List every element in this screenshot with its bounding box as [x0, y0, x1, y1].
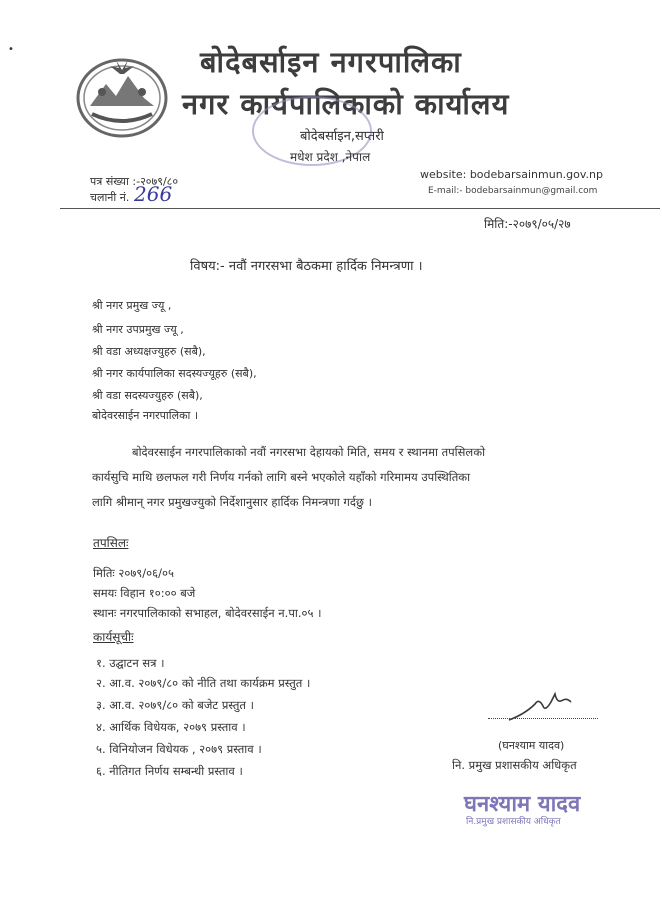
- agenda-item: २. आ.व. २०७९/८० को नीति तथा कार्यक्रम प्रस्तुत ।: [96, 676, 311, 690]
- letter-date: मिति:-२०७९/०५/२७: [484, 217, 571, 231]
- office-name: नगर कार्यपालिकाको कार्यालय: [182, 87, 510, 121]
- meeting-place: स्थानः नगरपालिकाको सभाहल, बोदेवरसाईन न.पा.०५ ।: [93, 606, 322, 620]
- meeting-date: मितिः २०७९/०६/०५: [93, 566, 174, 580]
- recipient: श्री वडा अध्यक्षज्युहरु (सबै),: [92, 345, 206, 358]
- signature-line: [488, 718, 598, 719]
- chalani-number: 266: [134, 182, 173, 206]
- body-line: बोदेवरसाईन नगरपालिकाको नवौं नगरसभा देहायको मिति, समय र स्थानमा तपसिलको: [132, 445, 486, 459]
- recipient: श्री नगर प्रमुख ज्यू ,: [92, 299, 172, 312]
- agenda-item: ३. आ.व. २०७९/८० को बजेट प्रस्तुत ।: [96, 698, 254, 712]
- margin-mark: •: [8, 44, 14, 55]
- website: website: bodebarsainmun.gov.np: [420, 168, 603, 181]
- subject-line: विषय:- नवौं नगरसभा बैठकमा हार्दिक निमन्त्रणा ।: [190, 259, 423, 274]
- email: E-mail:- bodebarsainmun@gmail.com: [428, 186, 598, 196]
- agenda-heading: कार्यसूचीः: [93, 630, 134, 644]
- recipient: श्री नगर कार्यपालिका सदस्यज्यूहरु (सबै),: [92, 367, 257, 380]
- agenda-item: ५. विनियोजन विधेयक , २०७९ प्रस्ताव ।: [96, 742, 262, 756]
- recipient: श्री नगर उपप्रमुख ज्यू ,: [92, 323, 184, 336]
- address-line-2: मधेश प्रदेश ,नेपाल: [290, 150, 371, 164]
- header-divider: [60, 208, 660, 209]
- signer-name: (घनश्याम यादव): [498, 739, 565, 752]
- title-stamp: नि.प्रमुख प्रशासकीय अधिकृत: [466, 817, 561, 827]
- signer-title: नि. प्रमुख प्रशासकीय अधिकृत: [452, 758, 577, 772]
- recipient: श्री वडा सदस्यज्युहरु (सबै),: [92, 389, 203, 402]
- chalani-label: चलानी नं.: [90, 191, 130, 204]
- nepal-emblem-icon: [72, 48, 172, 140]
- body-line: लागि श्रीमान् नगर प्रमुखज्युको निर्देशानुसार हार्दिक निमन्त्रणा गर्दछु ।: [92, 495, 372, 509]
- recipient: बोदेवरसाईन नगरपालिका ।: [92, 409, 199, 422]
- name-stamp: घनश्याम यादव: [464, 792, 581, 817]
- address-line-1: बोदेबर्साइन,सप्तरी: [300, 129, 384, 144]
- agenda-item: ४. आर्थिक विधेयक, २०७९ प्रस्ताव ।: [96, 720, 246, 734]
- municipality-name: बोदेबर्साइन नगरपालिका: [200, 45, 462, 79]
- body-line: कार्यसुचि माथि छलफल गरी निर्णय गर्नको लागि बस्ने भएकोले यहाँको गरिमामय उपस्थितिका: [92, 470, 471, 484]
- body-paragraph: [92, 440, 612, 515]
- agenda-item: ६. नीतिगत निर्णय सम्बन्धी प्रस्ताव ।: [96, 764, 243, 778]
- agenda-item: १. उद्घाटन सत्र ।: [96, 656, 165, 670]
- meeting-time: समयः विहान १०:०० बजे: [93, 586, 196, 600]
- tapsil-heading: तपसिलः: [93, 536, 129, 550]
- patra-sankhya: पत्र संख्या :-२०७९/८०: [90, 175, 179, 188]
